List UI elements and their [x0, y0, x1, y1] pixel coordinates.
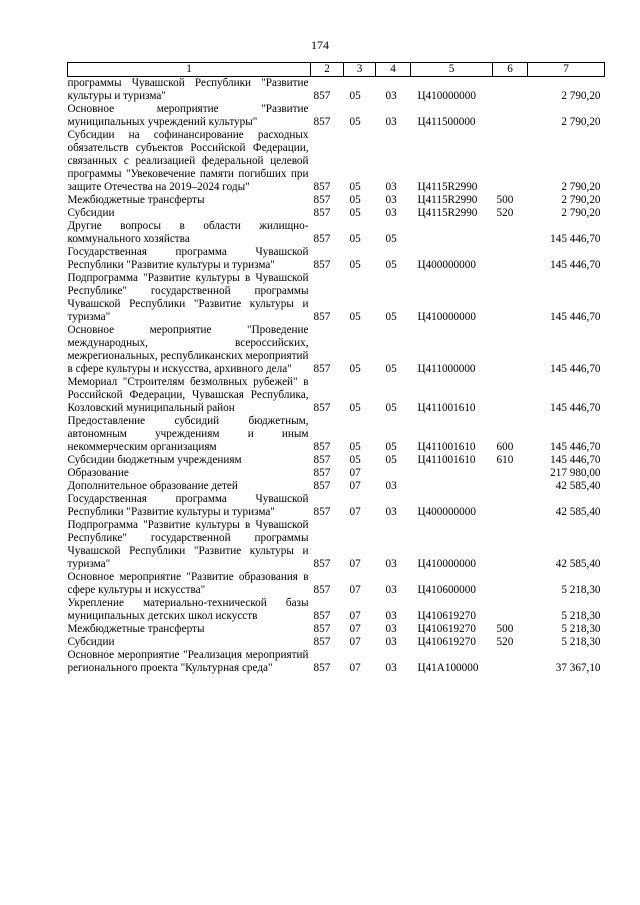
row-name: Основное мероприятие "Проведение международных, всероссийских, межрегиональных, республиканских мероприятий в сфере культуры и искусства, архивного дела" [67, 324, 309, 375]
row-amount: 145 446,70 [550, 259, 601, 271]
row-code-expense-type: 500 [496, 623, 514, 635]
row-code-section: 05 [349, 454, 361, 466]
row-code-subsection: 03 [385, 623, 397, 635]
table-row [68, 77, 605, 104]
row-code-admin: 857 [313, 259, 331, 271]
row-code-section: 07 [349, 636, 361, 648]
row-code-subsection: 03 [385, 480, 397, 492]
row-code-expense-type [493, 272, 528, 324]
row-code-subsection: 05 [385, 233, 397, 245]
row-amount: 145 446,70 [550, 311, 601, 323]
row-code-subsection [376, 467, 411, 480]
table-row [68, 649, 605, 675]
row-code-target: Ц411000000 [417, 363, 476, 375]
row-name: Субсидии [67, 207, 115, 219]
row-code-target: Ц41А100000 [417, 662, 479, 674]
row-code-section: 05 [349, 233, 361, 245]
row-code-expense-type: 610 [496, 454, 514, 466]
row-code-expense-type: 600 [496, 441, 514, 453]
row-amount: 145 446,70 [550, 441, 601, 453]
row-code-expense-type [493, 103, 528, 129]
row-code-subsection: 03 [385, 584, 397, 596]
table-row [68, 129, 605, 194]
row-amount: 37 367,10 [555, 662, 601, 674]
row-code-subsection: 03 [385, 181, 397, 193]
row-code-subsection: 03 [385, 116, 397, 128]
row-code-admin: 857 [313, 480, 331, 492]
row-code-admin: 857 [313, 181, 331, 193]
row-code-admin: 857 [313, 454, 331, 466]
row-code-subsection: 03 [385, 610, 397, 622]
table-row [68, 220, 605, 246]
row-code-subsection: 05 [385, 311, 397, 323]
row-code-target: Ц400000000 [417, 506, 476, 518]
row-amount: 2 790,20 [561, 194, 601, 206]
row-code-target: Ц411001610 [417, 441, 476, 453]
row-code-admin: 857 [313, 233, 331, 245]
table-row [68, 571, 605, 597]
row-code-expense-type [493, 246, 528, 272]
row-code-target: Ц410619270 [417, 623, 476, 635]
row-name: Основное мероприятие "Реализация мероприятий регионального проекта "Культурная среда" [67, 649, 309, 674]
row-code-admin: 857 [313, 662, 331, 674]
row-code-admin: 857 [313, 363, 331, 375]
row-code-section: 05 [349, 402, 361, 414]
row-code-section: 05 [349, 259, 361, 271]
row-amount: 42 585,40 [555, 506, 601, 518]
header-cell-2: 2 [311, 63, 344, 77]
row-code-section: 07 [349, 480, 361, 492]
row-amount: 145 446,70 [550, 402, 601, 414]
row-name: Субсидии [67, 636, 115, 648]
row-code-expense-type: 520 [496, 636, 514, 648]
row-code-subsection: 05 [385, 402, 397, 414]
row-code-admin: 857 [313, 584, 331, 596]
row-amount: 2 790,20 [561, 207, 601, 219]
row-code-section: 07 [349, 662, 361, 674]
row-code-admin: 857 [313, 116, 331, 128]
row-name: Укрепление материально-технической базы муниципальных детских школ искусств [67, 597, 309, 622]
row-code-expense-type [493, 77, 528, 104]
row-code-section: 07 [349, 610, 361, 622]
row-code-subsection: 03 [385, 636, 397, 648]
row-name: Образование [67, 467, 129, 479]
table-row [68, 376, 605, 415]
row-name: Мемориал "Строителям безмолвных рубежей" в Российской Федерации, Чувашская Республика, Козловский муниципальный район [67, 376, 309, 414]
row-code-target: Ц410619270 [417, 610, 476, 622]
row-code-admin: 857 [313, 441, 331, 453]
row-name: Субсидии на софинансирование расходных обязательств субъектов Российской Федерации, связанных с реализацией федеральной целевой программы "Увековечение памяти погибших при защите Отечества на 2019–2024 годы" [67, 129, 309, 193]
row-name: Основное мероприятие "Развитие муниципальных учреждений культуры" [67, 103, 309, 128]
row-code-expense-type [493, 376, 528, 415]
row-code-target: Ц410000000 [417, 90, 476, 102]
table-row [68, 623, 605, 636]
table-row [68, 415, 605, 454]
page-number: 174 [311, 38, 329, 52]
row-amount: 5 218,30 [561, 623, 601, 635]
row-code-target: Ц410600000 [417, 584, 476, 596]
row-code-section: 07 [349, 467, 361, 479]
row-code-section: 05 [349, 181, 361, 193]
row-code-section: 05 [349, 441, 361, 453]
row-code-subsection: 03 [385, 558, 397, 570]
table-row [68, 246, 605, 272]
row-code-target: Ц411500000 [417, 116, 476, 128]
row-code-target: Ц4115R2990 [417, 181, 478, 193]
header-cell-6: 6 [493, 63, 528, 77]
row-amount: 145 446,70 [550, 454, 601, 466]
row-code-target: Ц411001610 [417, 402, 476, 414]
row-name: Государственная программа Чувашской Республики "Развитие культуры и туризма" [67, 493, 309, 518]
row-name: Дополнительное образование детей [67, 480, 238, 492]
row-code-admin: 857 [313, 610, 331, 622]
row-code-subsection: 03 [385, 194, 397, 206]
row-code-section: 05 [349, 207, 361, 219]
table-row [68, 636, 605, 649]
header-cell-1: 1 [68, 63, 311, 77]
row-amount: 2 790,20 [561, 116, 601, 128]
table-row [68, 597, 605, 623]
row-code-target [411, 480, 493, 493]
row-code-target: Ц4115R2990 [417, 194, 478, 206]
row-code-admin: 857 [313, 467, 331, 479]
row-code-admin: 857 [313, 506, 331, 518]
row-amount: 2 790,20 [561, 181, 601, 193]
row-code-subsection: 03 [385, 207, 397, 219]
row-code-target: Ц410000000 [417, 311, 476, 323]
header-cell-4: 4 [376, 63, 411, 77]
table-row [68, 467, 605, 480]
row-code-target: Ц410619270 [417, 636, 476, 648]
row-code-admin: 857 [313, 311, 331, 323]
row-code-section: 07 [349, 623, 361, 635]
row-code-section: 07 [349, 558, 361, 570]
row-name: программы Чувашской Республики "Развитие культуры и туризма" [67, 77, 309, 102]
row-code-target [411, 220, 493, 246]
row-name: Межбюджетные трансферты [67, 194, 205, 206]
row-code-admin: 857 [313, 558, 331, 570]
row-code-admin: 857 [313, 194, 331, 206]
header-row [68, 63, 605, 77]
row-name: Основное мероприятие "Развитие образования в сфере культуры и искусства" [67, 571, 309, 596]
row-amount: 5 218,30 [561, 636, 601, 648]
table-row [68, 493, 605, 519]
row-code-target: Ц411001610 [417, 454, 476, 466]
row-amount: 145 446,70 [550, 233, 601, 245]
row-name: Межбюджетные трансферты [67, 623, 205, 635]
row-amount: 145 446,70 [550, 363, 601, 375]
row-code-subsection: 05 [385, 259, 397, 271]
row-amount: 5 218,30 [561, 584, 601, 596]
row-code-expense-type: 520 [496, 207, 514, 219]
row-code-target: Ц4115R2990 [417, 207, 478, 219]
row-code-target [411, 467, 493, 480]
row-amount: 42 585,40 [555, 480, 601, 492]
row-amount: 217 980,00 [550, 467, 601, 479]
row-code-section: 07 [349, 506, 361, 518]
row-code-expense-type [493, 324, 528, 376]
row-code-section: 07 [349, 584, 361, 596]
row-code-subsection: 03 [385, 506, 397, 518]
table-row [68, 519, 605, 571]
row-code-subsection: 05 [385, 363, 397, 375]
row-code-admin: 857 [313, 207, 331, 219]
row-code-expense-type [493, 493, 528, 519]
row-code-expense-type [493, 480, 528, 493]
row-code-subsection: 03 [385, 90, 397, 102]
row-amount: 2 790,20 [561, 90, 601, 102]
row-name: Субсидии бюджетным учреждениям [67, 454, 242, 466]
row-amount: 42 585,40 [555, 558, 601, 570]
row-code-section: 05 [349, 116, 361, 128]
table-row [68, 454, 605, 467]
row-code-admin: 857 [313, 636, 331, 648]
row-code-expense-type [493, 649, 528, 675]
row-code-expense-type [493, 571, 528, 597]
row-name: Подпрограмма "Развитие культуры в Чувашской Республике" государственной программы Чувашской Республики "Развитие культуры и туризма" [67, 272, 309, 323]
table-row [68, 480, 605, 493]
row-code-expense-type [493, 597, 528, 623]
table-row [68, 272, 605, 324]
row-code-expense-type [493, 467, 528, 480]
row-code-target: Ц410000000 [417, 558, 476, 570]
row-code-expense-type [493, 220, 528, 246]
row-code-section: 05 [349, 363, 361, 375]
row-name: Другие вопросы в области жилищно-коммунального хозяйства [67, 220, 309, 245]
row-code-expense-type [493, 129, 528, 194]
budget-table [67, 62, 605, 675]
row-code-expense-type: 500 [496, 194, 514, 206]
row-code-subsection: 05 [385, 454, 397, 466]
row-code-section: 05 [349, 194, 361, 206]
row-code-admin: 857 [313, 623, 331, 635]
table-row [68, 194, 605, 207]
header-cell-3: 3 [344, 63, 376, 77]
row-name: Подпрограмма "Развитие культуры в Чувашской Республике" государственной программы Чувашской Республики "Развитие культуры и туризма" [67, 519, 309, 570]
row-code-expense-type [493, 519, 528, 571]
row-code-admin: 857 [313, 90, 331, 102]
row-name: Предоставление субсидий бюджетным, автономным учреждениям и иным некоммерческим организациям [67, 415, 309, 453]
header-cell-5: 5 [411, 63, 493, 77]
row-code-subsection: 05 [385, 441, 397, 453]
row-code-target: Ц400000000 [417, 259, 476, 271]
table-row [68, 207, 605, 220]
row-code-section: 05 [349, 90, 361, 102]
row-code-subsection: 03 [385, 662, 397, 674]
table-row [68, 103, 605, 129]
table-row [68, 324, 605, 376]
header-cell-7: 7 [528, 63, 605, 77]
row-code-admin: 857 [313, 402, 331, 414]
row-code-section: 05 [349, 311, 361, 323]
row-amount: 5 218,30 [561, 610, 601, 622]
row-name: Государственная программа Чувашской Республики "Развитие культуры и туризма" [67, 246, 309, 271]
